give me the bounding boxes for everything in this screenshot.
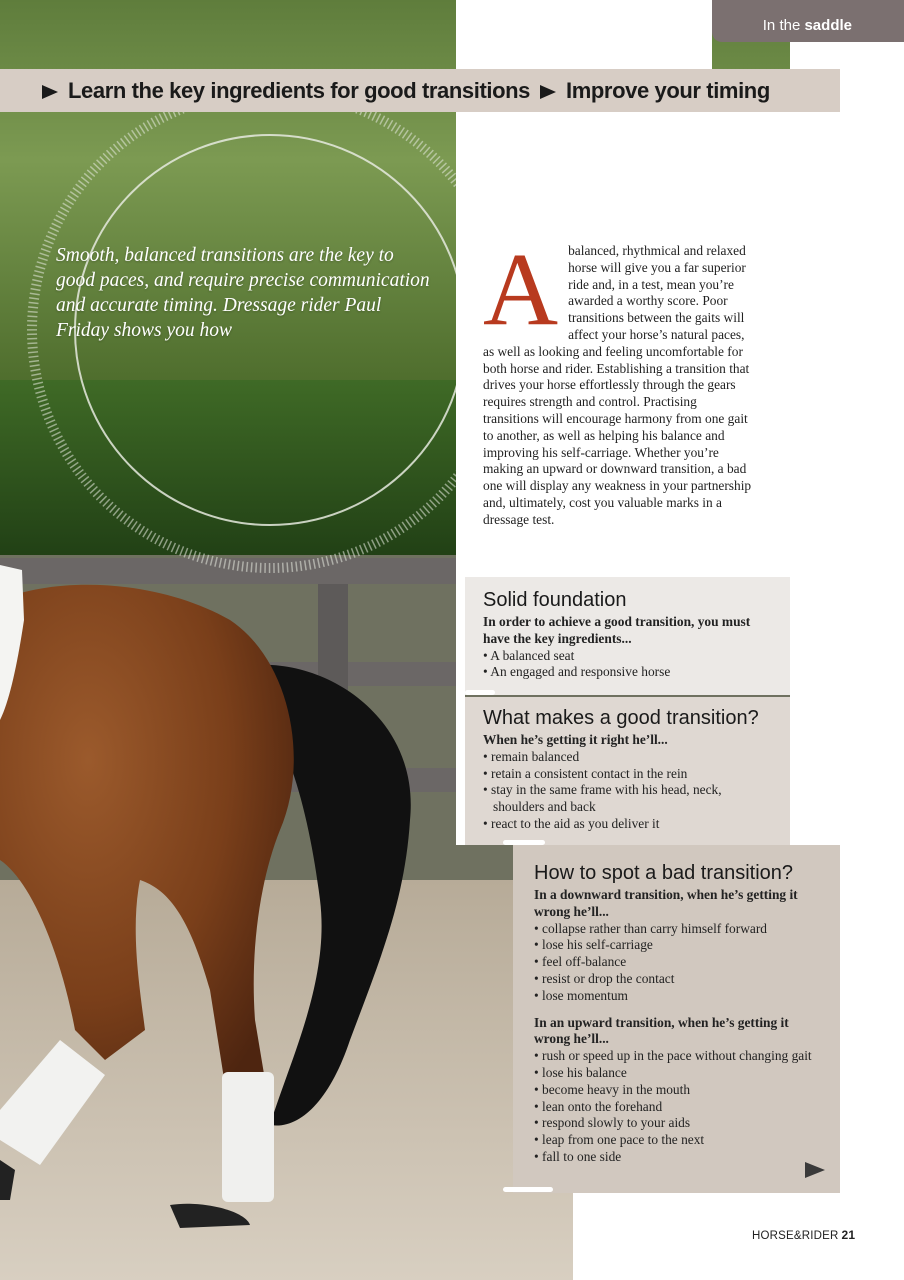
standfirst: Smooth, balanced transitions are the key to good paces, and require precise communication and accurate timing. Dressage rider Paul Friday shows you how bbox=[56, 245, 430, 341]
box-lead: When he’s getting it right he’ll... bbox=[483, 732, 668, 747]
article-body-text: balanced, rhythmical and relaxed horse will give you a far superior ride and, in a test, mean you’re awarded a worthy score. Poor transitions between the gaits will affect your horse’s natural paces, as well as looking and feeling uncomfortable for both horse and rider. Establishing a transition that drives your horse effortlessly through the gears requires strength and control. Practising transitions will encourage harmony from one gait to another, as well as helping his balance and improving his self-carriage. Whether you’re making an upward or downward transition, a bad one will display any weakness in your partnership and, ultimately, cost you valuable marks in a dressage test. bbox=[483, 243, 752, 527]
list-item: • feel off-balance bbox=[534, 954, 820, 971]
list-item: • fall to one side bbox=[534, 1149, 820, 1166]
list-item: • lose his self-carriage bbox=[534, 937, 820, 954]
list-item: • rush or speed up in the pace without changing gait bbox=[534, 1048, 820, 1065]
section-tab-strong: saddle bbox=[804, 17, 852, 34]
list-item: • remain balanced bbox=[483, 749, 772, 766]
box-title: How to spot a bad transition? bbox=[534, 862, 794, 884]
list-item: • respond slowly to your aids bbox=[534, 1115, 820, 1132]
bullet-list bbox=[483, 749, 772, 833]
good-transition-box bbox=[465, 697, 790, 845]
box-title: Solid foundation bbox=[483, 589, 627, 611]
page-margin bbox=[840, 845, 904, 1280]
page-folio bbox=[752, 1228, 855, 1242]
bullet-list-downward bbox=[534, 921, 820, 1005]
arrow-right-icon bbox=[540, 85, 556, 99]
list-item: • stay in the same frame with his head, neck, shoulders and back bbox=[483, 782, 772, 816]
list-item: • lean onto the forehand bbox=[534, 1099, 820, 1116]
banner-item-timing: Improve your timing bbox=[566, 77, 770, 103]
headline-banner bbox=[0, 69, 840, 112]
list-item: • become heavy in the mouth bbox=[534, 1082, 820, 1099]
page-margin bbox=[456, 577, 465, 845]
list-item: • leap from one pace to the next bbox=[534, 1132, 820, 1149]
box-title: What makes a good transition? bbox=[483, 707, 759, 729]
banner-item-transitions: Learn the key ingredients for good transitions bbox=[68, 77, 531, 103]
list-item: • lose momentum bbox=[534, 988, 820, 1005]
box-tab-accent bbox=[503, 1187, 553, 1192]
bullet-list bbox=[483, 648, 772, 682]
arrow-right-icon bbox=[42, 85, 58, 99]
list-item: • An engaged and responsive horse bbox=[483, 664, 772, 681]
article-body bbox=[483, 232, 753, 529]
page-margin bbox=[456, 0, 712, 69]
box-lead: In order to achieve a good transition, you must have the key ingredients... bbox=[483, 614, 751, 646]
drop-cap: A bbox=[483, 232, 559, 347]
page-number: 21 bbox=[841, 1228, 856, 1242]
section-tab-prefix: In the bbox=[762, 17, 801, 34]
section-tab bbox=[712, 0, 904, 42]
bullet-list-upward bbox=[534, 1048, 820, 1166]
page-margin bbox=[790, 577, 904, 845]
list-item: • A balanced seat bbox=[483, 648, 772, 665]
box-tab-accent bbox=[465, 690, 495, 695]
bad-transition-box bbox=[513, 845, 840, 1193]
box-lead-downward: In a downward transition, when he’s getting it wrong he’ll... bbox=[534, 887, 798, 919]
magazine-name: HORSE&RIDER bbox=[752, 1230, 839, 1242]
list-item: • retain a consistent contact in the rein bbox=[483, 766, 772, 783]
continue-arrow-icon bbox=[805, 1162, 825, 1178]
solid-foundation-box bbox=[465, 577, 790, 695]
list-item: • lose his balance bbox=[534, 1065, 820, 1082]
list-item: • react to the aid as you deliver it bbox=[483, 816, 772, 833]
list-item: • collapse rather than carry himself forward bbox=[534, 921, 820, 938]
list-item: • resist or drop the contact bbox=[534, 971, 820, 988]
box-lead-upward: In an upward transition, when he’s getting it wrong he’ll... bbox=[534, 1014, 789, 1047]
